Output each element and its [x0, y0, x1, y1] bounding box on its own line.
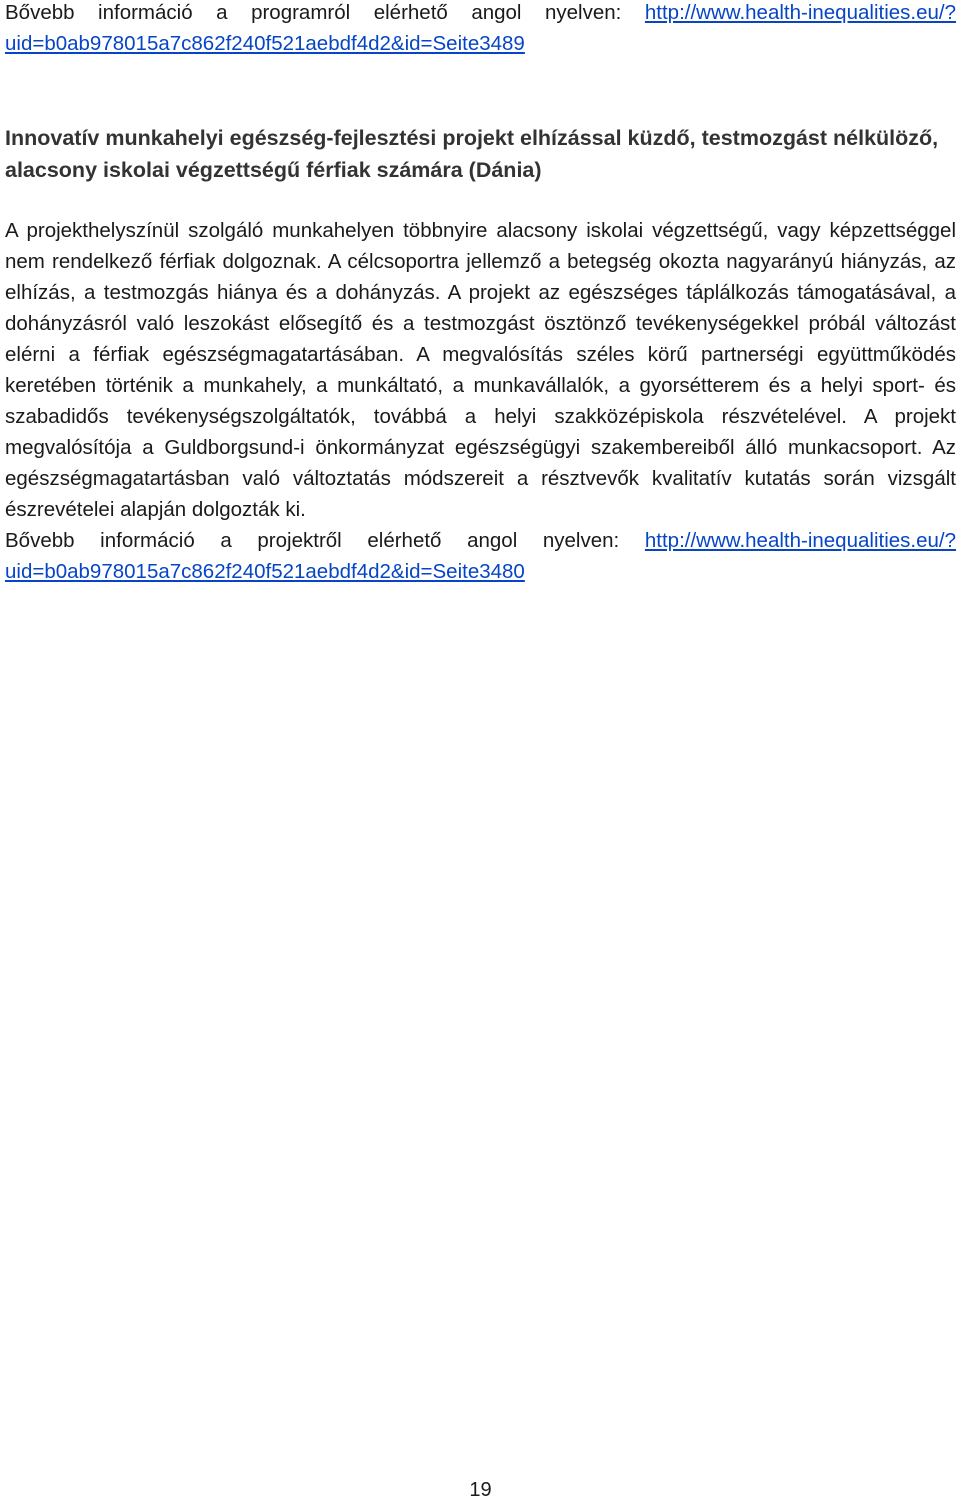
more-info-text: Bővebb információ a projektről elérhető angol nyelven: [5, 529, 645, 552]
page-number: 19 [469, 1479, 492, 1501]
intro-text: Bővebb információ a programról elérhető angol nyelven: [5, 1, 645, 24]
section-body-paragraph: A projekthelyszínül szolgáló munkahelyen többnyire alacsony iskolai végzettségű, vagy képzettséggel nem rendelkező férfiak dolgoznak. A célcsoportra jellemző a betegség okozta nagyarányú hiányzás, az elhízás, a testmozgás hiánya és a dohányzás. A projekt az egészséges táplálkozás támogatásával, a dohányzásról való leszokást elősegítő és a testmozgást ösztönző tevékenységekkel próbál változást elérni a férfiak egészségmagatartásában. A megvalósítás széles körű partnerségi együttműködés keretében történik a munkahely, a munkáltató, a munkavállalók, a gyorsétterem és a helyi sport- és szabadidős tevékenységszolgáltatók, továbbá a helyi szakközépiskola részvételével. A projekt megvalósítója a Guldborgsund-i önkormányzat egészségügyi szakembereiből álló munkacsoport. Az egészségmagatartásban való változtatás módszereit a résztvevők kvalitatív kutatás során vizsgált észrevételei alapján dolgozták ki. [5, 219, 956, 521]
section-body [5, 215, 956, 587]
intro-program-link[interactable]: http://www.health-inequalities.eu/?uid=b0ab978015a7c862f240f521aebdf4d2&id=Seite3489 [5, 1, 956, 55]
more-info-paragraph [5, 525, 956, 587]
project-more-info-link[interactable]: http://www.health-inequalities.eu/?uid=b0ab978015a7c862f240f521aebdf4d2&id=Seite3480 [5, 529, 956, 583]
intro-paragraph [5, 0, 956, 59]
document-page [5, 0, 956, 1503]
section-title: Innovatív munkahelyi egészség-fejlesztési projekt elhízással küzdő, testmozgást nélkülöző, alacsony iskolai végzettségű férfiak számára (Dánia) [5, 126, 939, 182]
